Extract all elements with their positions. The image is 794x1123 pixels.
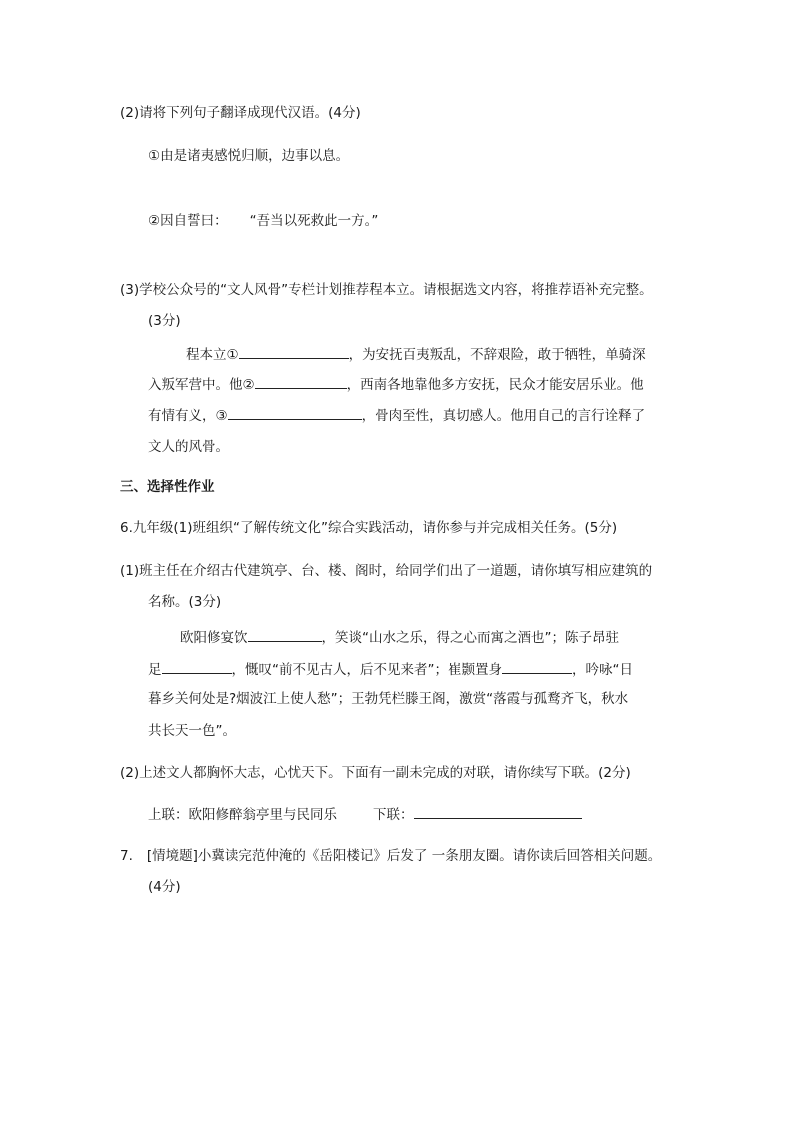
q6-line-2-rest: ，吟咏“日 xyxy=(572,662,633,678)
couplet-line xyxy=(148,804,582,825)
q3-line-4: 文人的风骨。 xyxy=(148,439,229,455)
q6-part1-line-3: 暮乡关何处是?烟波江上使人愁”；王勃凭栏滕王阁，激赏“落霞与孤鹜齐飞，秋水 xyxy=(148,691,629,707)
q7-line xyxy=(120,846,661,866)
q3-line-1 xyxy=(186,344,646,365)
q6-line-2-mid: ，慨叹“前不见古人，后不见来者”；崔颢置身 xyxy=(231,662,502,678)
q6-title: 6.九年级(1)班组织“了解传统文化”综合实践活动，请你参与并完成相关任务。(5分) xyxy=(120,520,618,536)
q7-text: [情境题]小冀读完范仲淹的《岳阳楼记》后发了 一条朋友圈。请你读后回答相关问题。 xyxy=(146,848,662,864)
q3-line-3-lead: 有情有义，③ xyxy=(148,408,228,424)
q6-part1-title: (1)班主任在介绍古代建筑亭、台、楼、阁时，给同学们出了一道题，请你填写相应建筑的 xyxy=(120,563,653,579)
q3-line-1-lead: 程本立① xyxy=(186,347,239,363)
q3-line-3-rest: ，骨肉至性，真切感人。他用自己的言行诠释了 xyxy=(361,408,646,424)
answer-blank-2[interactable] xyxy=(255,374,347,389)
q6-line-1-rest: ，笑谈“山水之乐，得之心而寓之酒也”；陈子昂驻 xyxy=(321,630,619,646)
q3-line-1-rest: ，为安抚百夷叛乱，不辞艰险，敢于牺牲，单骑深 xyxy=(348,347,646,363)
couplet-lower-label: 下联： xyxy=(373,807,414,823)
building-blank-1[interactable] xyxy=(248,627,322,642)
q2-sentence-2-quote: “吾当以死救此一方。” xyxy=(249,213,379,229)
q3-line-3 xyxy=(148,405,645,426)
building-blank-3[interactable] xyxy=(502,659,572,674)
q6-part2-title: (2)上述文人都胸怀大志，心忧天下。下面有一副未完成的对联，请你续写下联。(2分) xyxy=(120,765,631,781)
q6-line-1-lead: 欧阳修宴饮 xyxy=(180,630,248,646)
q3-line-2-rest: ，西南各地靠他多方安抚，民众才能安居乐业。他 xyxy=(346,377,644,393)
building-blank-2[interactable] xyxy=(162,659,232,674)
couplet-lower-blank[interactable] xyxy=(414,804,582,819)
q2-sentence-2 xyxy=(148,211,378,231)
q3-points: (3分) xyxy=(148,313,181,329)
q3-line-2 xyxy=(148,374,644,395)
q6-part1-line-1 xyxy=(180,627,619,648)
q7-points: (4分) xyxy=(148,879,181,895)
q3-line-2-lead: 入叛军营中。他② xyxy=(148,377,255,393)
q6-part1-line-2 xyxy=(148,659,633,680)
q6-line-2-lead: 足 xyxy=(148,662,162,678)
q2-sentence-1: ①由是诸夷感悦归顺，边事以息。 xyxy=(148,148,350,164)
answer-blank-1[interactable] xyxy=(239,344,349,359)
q6-part1-title-cont: 名称。(3分) xyxy=(148,594,222,610)
q6-part1-line-4: 共长天一色”。 xyxy=(148,723,236,739)
q2-sentence-2-intro: ②因自誓曰： xyxy=(148,213,228,229)
q7-number: 7. xyxy=(120,848,133,864)
q2-title: (2)请将下列句子翻译成现代汉语。(4分) xyxy=(120,105,361,121)
q3-title: (3)学校公众号的“文人风骨”专栏计划推荐程本立。请根据选文内容，将推荐语补充完整。 xyxy=(120,282,653,298)
answer-blank-3[interactable] xyxy=(228,405,362,420)
section-heading: 三、选择性作业 xyxy=(120,479,215,495)
couplet-upper: 上联：欧阳修醉翁亭里与民同乐 xyxy=(148,807,337,823)
